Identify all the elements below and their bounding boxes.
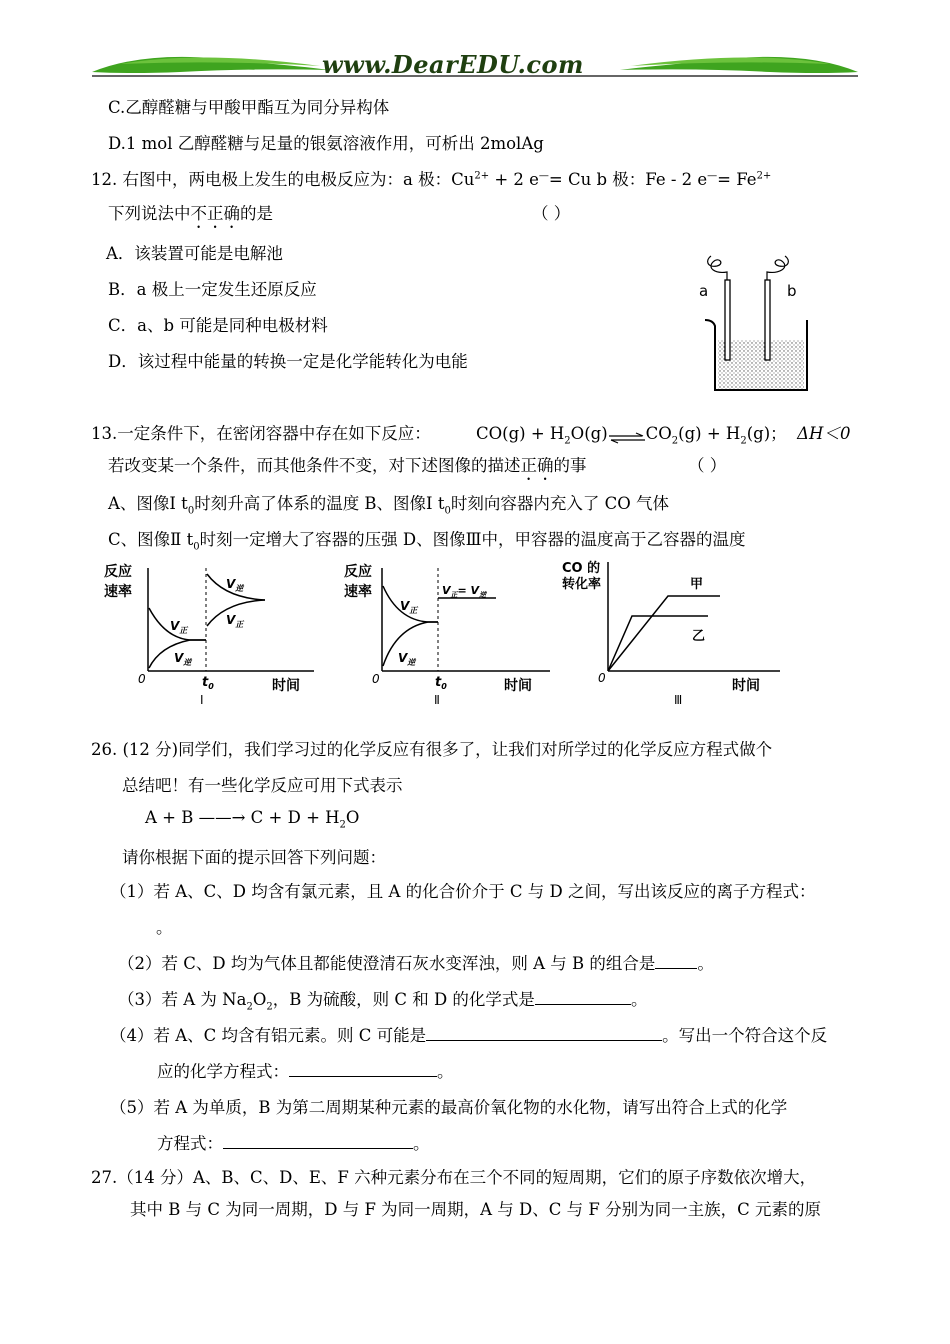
q26-line2: 总结吧！有一些化学反应可用下式表示 [122,776,403,795]
q13-equation: $CO(g) + H_2O(g) CO_2(g) + H_2(g)$； ΔH＜0 [476,424,851,447]
q26-prompt: 请你根据下面的提示回答下列问题： [122,848,386,867]
answer-blank[interactable] [426,1024,662,1041]
svg-text:时间: 时间 [732,678,760,694]
electrode-a [725,280,730,360]
svg-text:V正: $V_正$ [400,599,418,615]
q12-option-a: A．该装置可能是电解池 [106,244,283,263]
svg-text:0: 0 [598,671,606,685]
site-name: www.DearEDU.com [322,50,584,79]
q12-answer-paren: （ ） [532,204,571,223]
svg-text:速率: 速率 [344,584,372,600]
q11-option-c: C.乙醇醛糖与甲酸甲酯互为同分异构体 [108,98,390,117]
q26-part5-line2: 方程式： 。 [157,1134,430,1153]
svg-text:反应: 反应 [104,564,132,580]
equilibrium-arrow-icon [608,429,646,441]
label-a: a [699,282,709,300]
svg-text:0: 0 [138,672,146,686]
q13-line2: 若改变某一个条件，而其他条件不变，对下述图像的描述正确的事 [108,456,587,475]
svg-text:时间: 时间 [504,678,532,694]
q26-part4-line2: 应的化学方程式： 。 [157,1062,454,1081]
graph-ii [338,558,558,708]
solution-fill [718,340,804,390]
q13-option-cd: C、图像Ⅱ $t_0$时刻一定增大了容器的压强 D、图像Ⅲ中，甲容器的温度高于乙容器的温度 [108,530,746,553]
q12-stem: 12. 右图中，两电极上发生的电极反应为：a 极：$Cu^{2+} + 2$ e—= Cu b 极：Fe - 2 $e^—= Fe^{2+}$ [91,170,772,189]
q13-stem: 13.一定条件下，在密闭容器中存在如下反应： [91,424,431,443]
svg-text:V逆: $V_逆$ [226,577,244,593]
svg-text:V逆: $V_逆$ [398,651,416,667]
wire-coil-a-icon [708,256,727,280]
svg-text:V正= V逆: $V_正= V_逆$ [442,584,487,599]
answer-blank[interactable] [655,952,697,969]
q26-part2: （2）若 C、D 均为气体且都能使澄清石灰水变浑浊，则 A 与 B 的组合是 。 [118,954,714,973]
q11-option-d: D.1 mol 乙醇醛糖与足量的银氨溶液作用，可析出 2molAg [108,134,544,153]
svg-text:Ⅱ: Ⅱ [434,693,440,707]
q26-general-equation: A + B ——→ $C + D + H_2O$ [145,808,360,831]
svg-text:甲: 甲 [690,577,704,592]
electrolysis-beaker-figure [695,250,815,395]
answer-blank[interactable] [223,1132,413,1149]
q12-line2: 下列说法中不正确的是 [108,204,273,223]
svg-text:V正: $V_正$ [170,619,188,635]
svg-text:反应: 反应 [344,564,372,580]
label-b: b [787,282,797,300]
svg-text:0: 0 [372,672,380,686]
svg-text:速率: 速率 [104,584,132,600]
svg-text:t0: $t_0$ [435,675,447,691]
svg-text:转化率: 转化率 [562,577,602,592]
wire-coil-b-icon [767,256,788,280]
svg-text:乙: 乙 [692,629,706,644]
svg-text:CO 的: CO 的 [562,561,601,576]
answer-blank[interactable] [535,988,631,1005]
q26-part1: （1）若 A、C、D 均含有氯元素，且 A 的化合价介于 C 与 D 之间，写出该反应的离子方程式： [110,882,816,901]
q26-part5: （5）若 A 为单质，B 为第二周期某种元素的最高价氧化物的水化物，请写出符合上式的化学 [110,1098,788,1117]
q13-answer-paren: （ ） [688,456,727,475]
svg-text:Ⅰ: Ⅰ [200,693,204,707]
q26-part1-end: 。 [156,918,173,937]
svg-text:Ⅲ: Ⅲ [674,693,683,707]
svg-text:V正: $V_正$ [226,613,244,629]
q12-option-d: D．该过程中能量的转换一定是化学能转化为电能 [108,352,468,371]
graph-iii [560,554,790,708]
page-header [0,40,950,84]
answer-blank[interactable] [289,1060,437,1077]
q13-option-ab: A、图像Ⅰ $t_0$时刻升高了体系的温度 B、图像Ⅰ $t_0$时刻向容器内充入了 CO 气体 [108,494,669,517]
q26-line1: 26. (12 分)同学们，我们学习过的化学反应有很多了，让我们对所学过的化学反应方程式做个 [91,740,773,759]
q27-line1: 27.（14 分）A、B、C、D、E、F 六种元素分布在三个不同的短周期，它们的原子序数依次增大， [91,1168,817,1187]
svg-text:t0: $t_0$ [202,675,214,691]
q12-option-c: C．a、b 可能是同种电极材料 [108,316,328,335]
q12-option-b: B．a 极上一定发生还原反应 [108,280,317,299]
q26-part4: （4）若 A、C 均含有铝元素。则 C 可能是 。写出一个符合这个反 [110,1026,828,1045]
q27-line2: 其中 B 与 C 为同一周期，D 与 F 为同一周期，A 与 D、C 与 F 分别为同一主族，C 元素的原 [130,1200,821,1219]
svg-text:V逆: $V_逆$ [174,651,192,667]
svg-text:时间: 时间 [272,678,300,694]
graph-i [100,558,320,708]
q26-part3: （3）若 A 为 $Na_2O_2$，B 为硫酸，则 C 和 D 的化学式是 。 [118,990,648,1013]
electrode-b [765,280,770,360]
